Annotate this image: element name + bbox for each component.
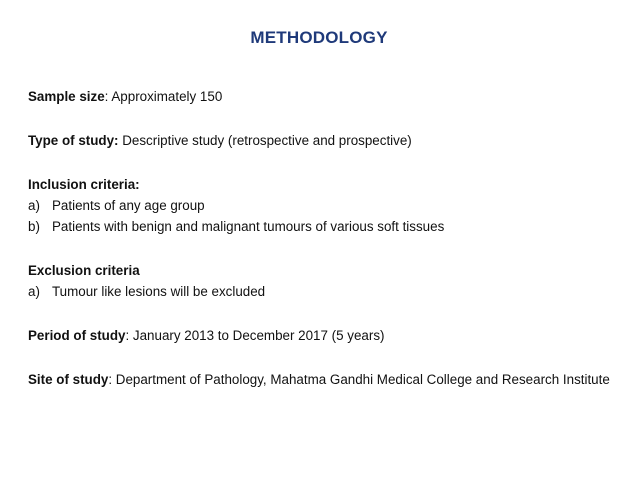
site-of-study-line bbox=[28, 369, 618, 390]
inclusion-item-a bbox=[28, 195, 618, 216]
type-of-study-value: Descriptive study (retrospective and prospective) bbox=[118, 133, 412, 148]
list-marker: a) bbox=[28, 198, 40, 213]
period-of-study-value: : January 2013 to December 2017 (5 years) bbox=[125, 328, 385, 343]
methodology-content bbox=[28, 86, 618, 390]
list-marker: a) bbox=[28, 284, 40, 299]
site-of-study-value: : Department of Pathology, Mahatma Gandhi Medical College and Research Institute bbox=[108, 372, 610, 387]
period-of-study-line bbox=[28, 325, 618, 346]
sample-size-value: : Approximately 150 bbox=[104, 89, 223, 104]
list-item-text: Tumour like lesions will be excluded bbox=[52, 284, 266, 299]
sample-size-label: Sample size bbox=[28, 89, 105, 104]
list-item-text: Patients with benign and malignant tumours of various soft tissues bbox=[52, 219, 445, 234]
sample-size-line bbox=[28, 86, 618, 107]
inclusion-item-b bbox=[28, 216, 618, 237]
exclusion-criteria-heading: Exclusion criteria bbox=[28, 263, 140, 278]
inclusion-criteria-heading: Inclusion criteria: bbox=[28, 177, 140, 192]
site-of-study-label: Site of study bbox=[28, 372, 109, 387]
type-of-study-label: Type of study: bbox=[28, 133, 119, 148]
exclusion-item-a bbox=[28, 281, 618, 302]
list-item-text: Patients of any age group bbox=[52, 198, 205, 213]
list-marker: b) bbox=[28, 219, 40, 234]
page-title: METHODOLOGY bbox=[250, 28, 388, 47]
type-of-study-line bbox=[28, 130, 618, 151]
period-of-study-label: Period of study bbox=[28, 328, 126, 343]
